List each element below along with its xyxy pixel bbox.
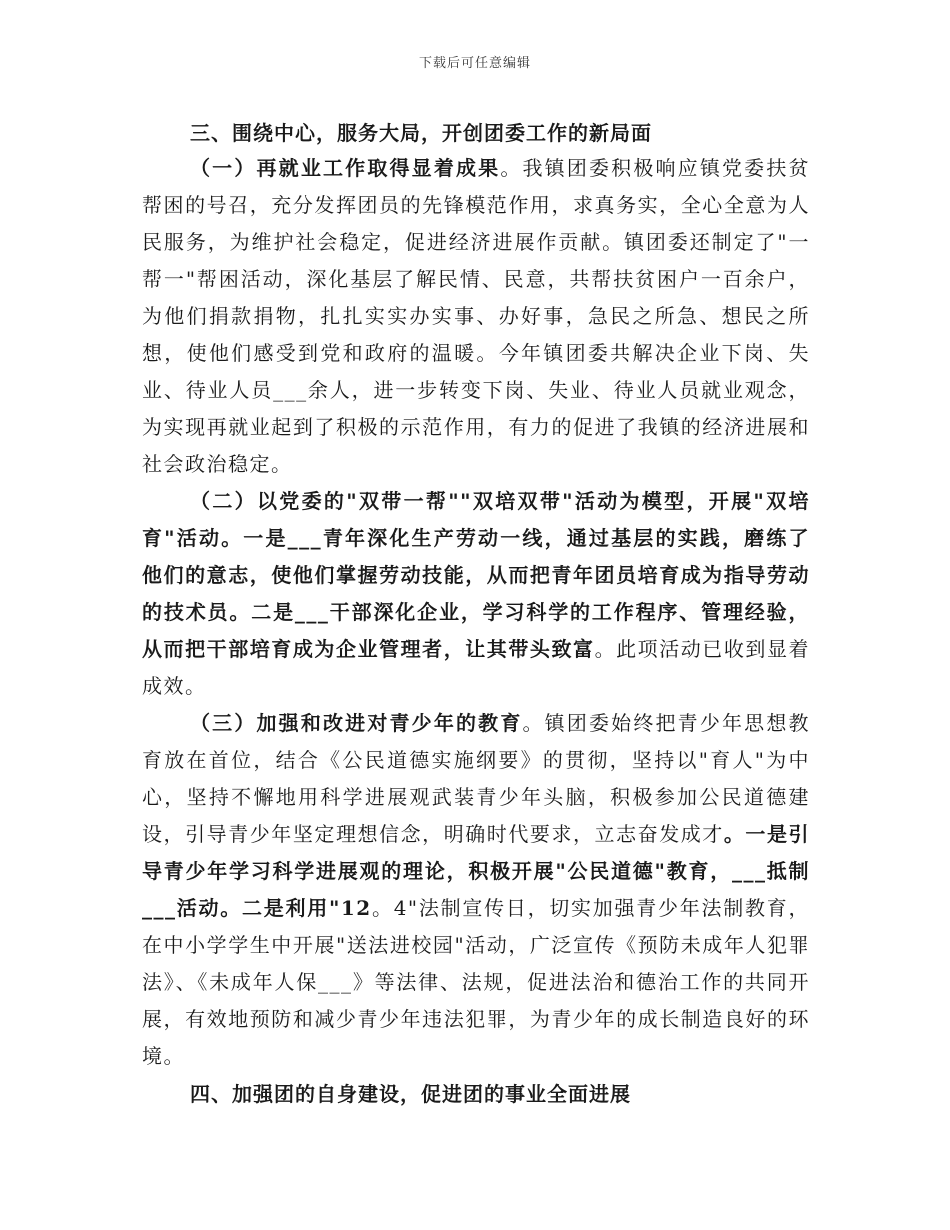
page-header-note: 下载后可任意编辑 (418, 56, 531, 71)
paragraph-youth-education (142, 705, 810, 1075)
document-body (142, 116, 810, 1111)
paragraph-youth-education-body-2: 。4"法制宣传日，切实加强青少年法制教育，在中小学学生中开展"送法进校园"活动，广泛宣传《预防未成年人犯罪法》、《未成年人保___》等法律、法规，促进法治和德治工作的共同开展，有效地预防和减少青少年违法犯罪，为青少年的成长制造良好的环境。 (142, 896, 810, 1068)
paragraph-reemployment (142, 150, 810, 483)
paragraph-double-cultivation-body: 。此项活动已收到显着成效。 (142, 637, 811, 698)
paragraph-youth-education-bold-2: 。一是引导青少年学习科学进展观的理论，积极开展"公民道德"教育，___抵制___活动。二是利用"12 (142, 822, 811, 920)
paragraph-youth-education-lead: （三）加强和改进对青少年的教育 (190, 711, 523, 735)
paragraph-double-cultivation (142, 483, 810, 705)
paragraph-double-cultivation-lead: （二）以党委的"双带一帮""双培双带"活动为模型，开展"双培育"活动。一是___青年深化生产劳动一线，通过基层的实践，磨练了他们的意志，使他们掌握劳动技能，从而把青年团员培育成为指导劳动的技术员。二是___干部深化企业，学习科学的工作程序、管理经验，从而把干部培育成为企业管理者，让其带头致富 (142, 489, 810, 661)
paragraph-reemployment-body: 。我镇团委积极响应镇党委扶贫帮困的号召，充分发挥团员的先锋模范作用，求真务实，全心全意为人民服务，为维护社会稳定，促进经济进展作贡献。镇团委还制定了"一帮一"帮困活动，深化基层了解民情、民意，共帮扶贫困户一百余户，为他们捐款捐物，扎扎实实办实事、办好事，急民之所急、想民之所想，使他们感受到党和政府的温暖。今年镇团委共解决企业下岗、失业、待业人员___余人，进一步转变下岗、失业、待业人员就业观念，为实现再就业起到了积极的示范作用，有力的促进了我镇的经济进展和社会政治稳定。 (142, 156, 811, 476)
paragraph-youth-education-body-1: 。镇团委始终把青少年思想教育放在首位，结合《公民道德实施纲要》的贯彻，坚持以"育人"为中心，坚持不懈地用科学进展观武装青少年头脑，积极参加公民道德建设，引导青少年坚定理想信念，明确时代要求，立志奋发成才 (142, 711, 810, 846)
section-4-heading: 四、加强团的自身建设，促进团的事业全面进展 (190, 1082, 631, 1106)
paragraph-reemployment-lead: （一）再就业工作取得显着成果 (190, 156, 501, 180)
section-3-heading: 三、围绕中心，服务大局，开创团委工作的新局面 (190, 121, 652, 145)
